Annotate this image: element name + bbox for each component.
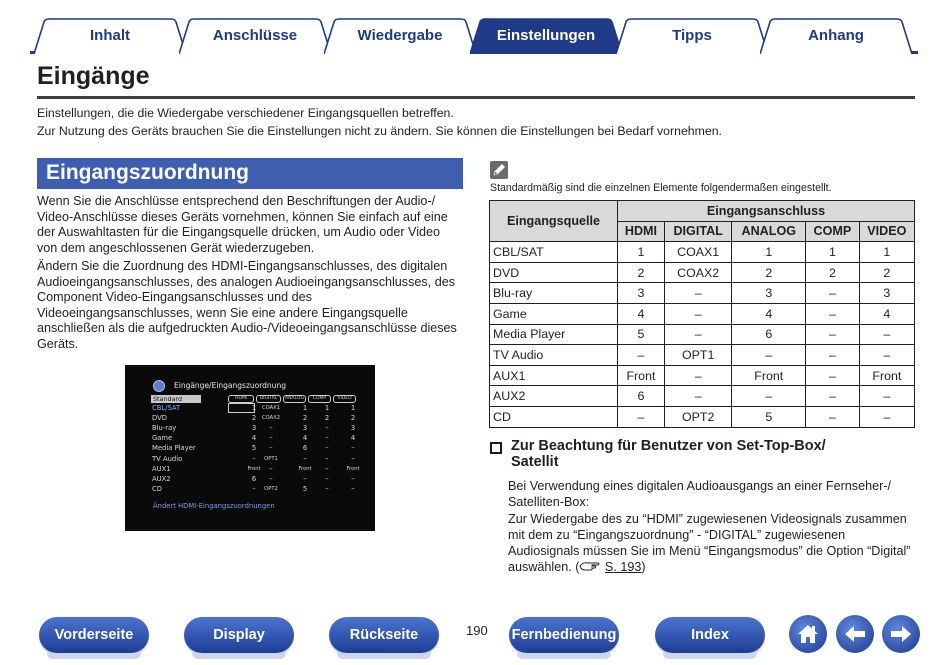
table-cell-value: OPT2	[664, 406, 732, 427]
section-heading: Eingangszuordnung	[37, 158, 463, 189]
osd-row-label: AUX1	[152, 464, 171, 473]
osd-row	[152, 484, 362, 494]
intro-line-2: Zur Nutzung des Geräts brauchen Sie die Einstellungen nicht zu ändern. Sie können die Einstellungen bei Bedarf vornehmen.	[37, 124, 722, 138]
table-cell-value: Front	[732, 365, 806, 386]
nav-button-vorderseite[interactable]	[39, 617, 149, 653]
table-cell-value: 4	[859, 303, 914, 324]
osd-row-value: –	[351, 474, 355, 483]
table-cell-source: Game	[490, 303, 618, 324]
osd-row-label: DVD	[152, 414, 167, 423]
osd-column-header: VIDEO	[333, 395, 356, 403]
nav-button-index[interactable]	[655, 617, 765, 653]
table-cell-value: OPT1	[664, 345, 732, 366]
table-column-header: COMP	[806, 221, 860, 242]
tab-label: Anhang	[808, 26, 864, 44]
table-cell-source: CBL/SAT	[490, 242, 618, 263]
table-header-source: Eingangsquelle	[490, 201, 618, 242]
table-cell-value: 5	[618, 324, 665, 345]
osd-row-label: CD	[152, 484, 162, 493]
table-cell-value: 6	[732, 324, 806, 345]
table-row	[490, 365, 915, 386]
table-column-header: HDMI	[618, 221, 665, 242]
osd-row-value: –	[269, 434, 273, 443]
osd-row	[152, 443, 362, 453]
osd-row-value: 4	[302, 434, 308, 443]
forward-button[interactable]	[882, 615, 920, 653]
nav-button-r-ckseite[interactable]	[329, 617, 439, 653]
table-cell-value: –	[806, 406, 860, 427]
input-assignment-table	[489, 200, 915, 428]
nav-button-label: Rückseite	[349, 627, 419, 643]
table-cell-value: 3	[859, 283, 914, 304]
ref-close: )	[641, 560, 646, 574]
back-button[interactable]	[836, 615, 874, 653]
reference-hand-icon	[579, 560, 601, 572]
nav-button-shadow	[47, 653, 141, 659]
table-row	[490, 242, 915, 263]
table-cell-value: Front	[618, 365, 665, 386]
table-cell-value: –	[664, 283, 732, 304]
table-column-header: DIGITAL	[664, 221, 732, 242]
osd-row-value: 1	[251, 404, 257, 412]
table-cell-value: –	[806, 386, 860, 407]
osd-row-value: COAX2	[261, 415, 281, 422]
page-number: 190	[466, 623, 488, 638]
osd-row-value: 3	[251, 424, 257, 433]
osd-row-value: –	[325, 464, 329, 473]
table-cell-value: 1	[859, 242, 914, 263]
nav-button-shadow	[337, 653, 431, 659]
table-cell-source: AUX1	[490, 365, 618, 386]
osd-row-value: –	[325, 444, 329, 453]
table-row	[490, 262, 915, 283]
memo-text: Standardmäßig sind die einzelnen Elemente folgendermaßen eingestellt.	[490, 182, 832, 194]
tab-label: Einstellungen	[496, 26, 596, 44]
title-rule	[37, 96, 915, 99]
table-cell-value: 1	[732, 242, 806, 263]
page-title: Eingänge	[37, 62, 150, 90]
nav-button-label: Vorderseite	[54, 627, 134, 643]
osd-row-value: 6	[251, 474, 257, 483]
table-row	[490, 386, 915, 407]
osd-row	[152, 454, 362, 464]
note-paragraph-1: Bei Verwendung eines digitalen Audioausgangs an einer Fernseher-/ Satelliten-Box:	[508, 479, 891, 509]
table-cell-value: –	[664, 324, 732, 345]
table-cell-value: –	[806, 283, 860, 304]
table-cell-source: DVD	[490, 262, 618, 283]
table-cell-value: 2	[806, 262, 860, 283]
ref-open: (	[575, 560, 580, 574]
nav-button-label: Fernbedienung	[511, 627, 617, 643]
forward-arrow-icon	[887, 620, 915, 648]
tab-label: Anschlüsse	[212, 26, 298, 44]
table-cell-value: Front	[859, 365, 914, 386]
osd-row-value: COAX1	[261, 405, 281, 411]
osd-row-value: 5	[302, 484, 308, 493]
table-cell-value: 3	[618, 283, 665, 304]
table-cell-value: 1	[806, 242, 860, 263]
osd-row-value: –	[351, 484, 355, 493]
table-cell-value: –	[732, 386, 806, 407]
osd-row-value: 3	[350, 424, 356, 433]
osd-row-value: –	[303, 474, 307, 483]
osd-row-value: 1	[324, 404, 330, 412]
osd-row	[152, 423, 362, 433]
osd-row-value: 4	[251, 434, 257, 443]
osd-row	[152, 403, 362, 413]
section-paragraph-2: Ändern Sie die Zuordnung des HDMI-Eingangsanschlusses, des digitalen Audioeingangsanschlusses, des analogen Audioeingangsanschlusses, des Component Video-Eingangsanschlusses und des Videoeingangsanschlusses, wenn Sie eine andere Eingangsquelle anschließen als die aufgedruckten Audio-/Videoeingangsanschlüsse dieses Geräts.	[37, 259, 457, 351]
note-paragraph-2	[508, 511, 915, 575]
osd-standard-item: Standard	[151, 395, 201, 403]
osd-row-value: 2	[302, 414, 308, 423]
table-cell-source: Media Player	[490, 324, 618, 345]
osd-row-value: –	[252, 484, 256, 493]
nav-button-shadow	[663, 653, 757, 659]
table-cell-value: –	[859, 406, 914, 427]
osd-menu-icon	[153, 380, 165, 392]
table-cell-value: –	[664, 365, 732, 386]
osd-row-value: 1	[302, 404, 308, 412]
osd-row-value: –	[303, 454, 307, 463]
osd-row-label: TV Audio	[152, 454, 183, 463]
table-row	[490, 283, 915, 304]
osd-row-label: Blu-ray	[152, 424, 177, 433]
table-row	[490, 324, 915, 345]
table-cell-value: 5	[732, 406, 806, 427]
table-cell-value: 2	[859, 262, 914, 283]
note-paragraph-2-text: Zur Wiedergabe des zu “HDMI” zugewiesenen Videosignals zusammen mit dem zu “Eingangszuordnung” - “DIGITAL” zugewiesenen Audiosignals müssen Sie im Menü “Eingangsmodus” die Option “Digital” auswählen.	[508, 512, 911, 574]
tab-label: Wiedergabe	[357, 26, 443, 44]
nav-button-display[interactable]	[184, 617, 294, 653]
osd-row	[152, 413, 362, 423]
osd-row	[152, 433, 362, 443]
osd-row-value: –	[269, 474, 273, 483]
osd-row-label: CBL/SAT	[152, 404, 181, 412]
table-header-group: Eingangsanschluss	[618, 201, 915, 222]
osd-row-label: Game	[152, 434, 173, 443]
osd-row-value: Front	[298, 465, 312, 472]
table-cell-value: 2	[732, 262, 806, 283]
osd-title: Eingänge/Eingangszuordnung	[174, 381, 286, 390]
table-row	[490, 303, 915, 324]
table-cell-source: AUX2	[490, 386, 618, 407]
tab-bar	[30, 16, 918, 56]
table-cell-value: –	[806, 324, 860, 345]
table-column-header: ANALOG	[732, 221, 806, 242]
osd-row-value: 2	[324, 414, 330, 423]
osd-row-value: –	[351, 454, 355, 463]
osd-column-header: COMP	[308, 395, 331, 403]
table-cell-value: –	[806, 365, 860, 386]
table-cell-value: 2	[618, 262, 665, 283]
table-cell-value: –	[618, 345, 665, 366]
table-cell-value: 4	[732, 303, 806, 324]
tab-wiedergabe[interactable]	[324, 18, 476, 52]
osd-footer: Ändert HDMI-Eingangszuordnungen	[153, 502, 275, 510]
osd-row-value: OPT1	[264, 455, 278, 462]
checkbox-icon	[490, 442, 502, 454]
osd-row-value: –	[325, 434, 329, 443]
table-column-header: VIDEO	[859, 221, 914, 242]
osd-row-value: 2	[350, 414, 356, 423]
table-cell-value: –	[859, 324, 914, 345]
tab-tipps[interactable]	[616, 18, 768, 52]
table-cell-value: COAX1	[664, 242, 732, 263]
osd-row-value: 2	[251, 414, 257, 423]
osd-row-value: 5	[251, 444, 257, 453]
nav-button-fernbedienung[interactable]	[509, 617, 619, 653]
nav-button-shadow	[517, 653, 611, 659]
table-cell-value: –	[664, 386, 732, 407]
osd-row	[152, 464, 362, 474]
osd-row-value: Front	[247, 465, 261, 472]
section-paragraph-1: Wenn Sie die Anschlüsse entsprechend den Beschriftungen der Audio-/ Video-Anschlüsse dieses Geräts vornehmen, können Sie einfach auf eine der Auswahltasten für die Eingangsquelle drücken, um Audio oder Video von dem angeschlossenen Gerät wiederzugeben.	[37, 194, 448, 255]
osd-row-value: 3	[302, 424, 308, 433]
pencil-icon	[490, 161, 508, 179]
table-cell-value: 4	[618, 303, 665, 324]
osd-row-label: AUX2	[152, 474, 171, 483]
osd-column-header: ANALOG	[283, 395, 306, 403]
osd-row	[152, 474, 362, 484]
osd-row-value: –	[269, 444, 273, 453]
osd-row-value: –	[269, 464, 273, 473]
note-heading-line-1: Zur Beachtung für Benutzer von Set-Top-Box/	[511, 438, 826, 454]
osd-column-header: HDMI	[228, 395, 254, 403]
osd-row-value: –	[325, 484, 329, 493]
osd-row-value: 1	[350, 404, 356, 412]
table-cell-value: –	[806, 303, 860, 324]
table-cell-value: –	[859, 386, 914, 407]
table-cell-value: 3	[732, 283, 806, 304]
osd-row-value: –	[269, 424, 273, 433]
osd-row-value: –	[325, 474, 329, 483]
table-cell-value: COAX2	[664, 262, 732, 283]
osd-column-header: DIGITAL	[256, 395, 281, 403]
table-cell-value: 1	[618, 242, 665, 263]
table-cell-value: –	[806, 345, 860, 366]
osd-row-label: Media Player	[152, 444, 196, 453]
osd-row-value: Front	[346, 465, 360, 472]
table-cell-value: 6	[618, 386, 665, 407]
osd-row-value: –	[351, 444, 355, 453]
table-cell-value: –	[618, 406, 665, 427]
table-row	[490, 345, 915, 366]
intro-line-1: Einstellungen, die die Wiedergabe verschiedener Eingangsquellen betreffen.	[37, 106, 454, 120]
tab-inhalt[interactable]	[34, 18, 186, 52]
page-reference-link[interactable]: S. 193	[604, 560, 642, 574]
osd-row-value: –	[252, 454, 256, 463]
osd-screenshot	[125, 365, 375, 531]
osd-row-value: 6	[302, 444, 308, 453]
note-heading-line-2: Satellit	[511, 454, 559, 470]
tab-anhang[interactable]	[760, 18, 912, 52]
table-row	[490, 406, 915, 427]
table-cell-value: –	[732, 345, 806, 366]
tab-einstellungen[interactable]	[470, 18, 622, 52]
table-cell-value: –	[664, 303, 732, 324]
table-cell-source: CD	[490, 406, 618, 427]
nav-button-shadow	[192, 653, 286, 659]
back-arrow-icon	[841, 620, 869, 648]
nav-button-label: Index	[691, 627, 729, 643]
tab-anschl-sse[interactable]	[179, 18, 331, 52]
note-heading	[511, 438, 826, 470]
home-button[interactable]	[789, 615, 827, 653]
osd-row-value: 4	[350, 434, 356, 443]
osd-row-value: OPT2	[264, 485, 278, 492]
nav-button-label: Display	[213, 627, 265, 643]
table-cell-source: TV Audio	[490, 345, 618, 366]
table-cell-source: Blu-ray	[490, 283, 618, 304]
osd-row-value: –	[325, 454, 329, 463]
tab-label: Tipps	[672, 26, 712, 44]
home-icon	[794, 620, 822, 648]
osd-row-value: –	[325, 424, 329, 433]
table-cell-value: –	[859, 345, 914, 366]
tab-label: Inhalt	[90, 26, 130, 44]
